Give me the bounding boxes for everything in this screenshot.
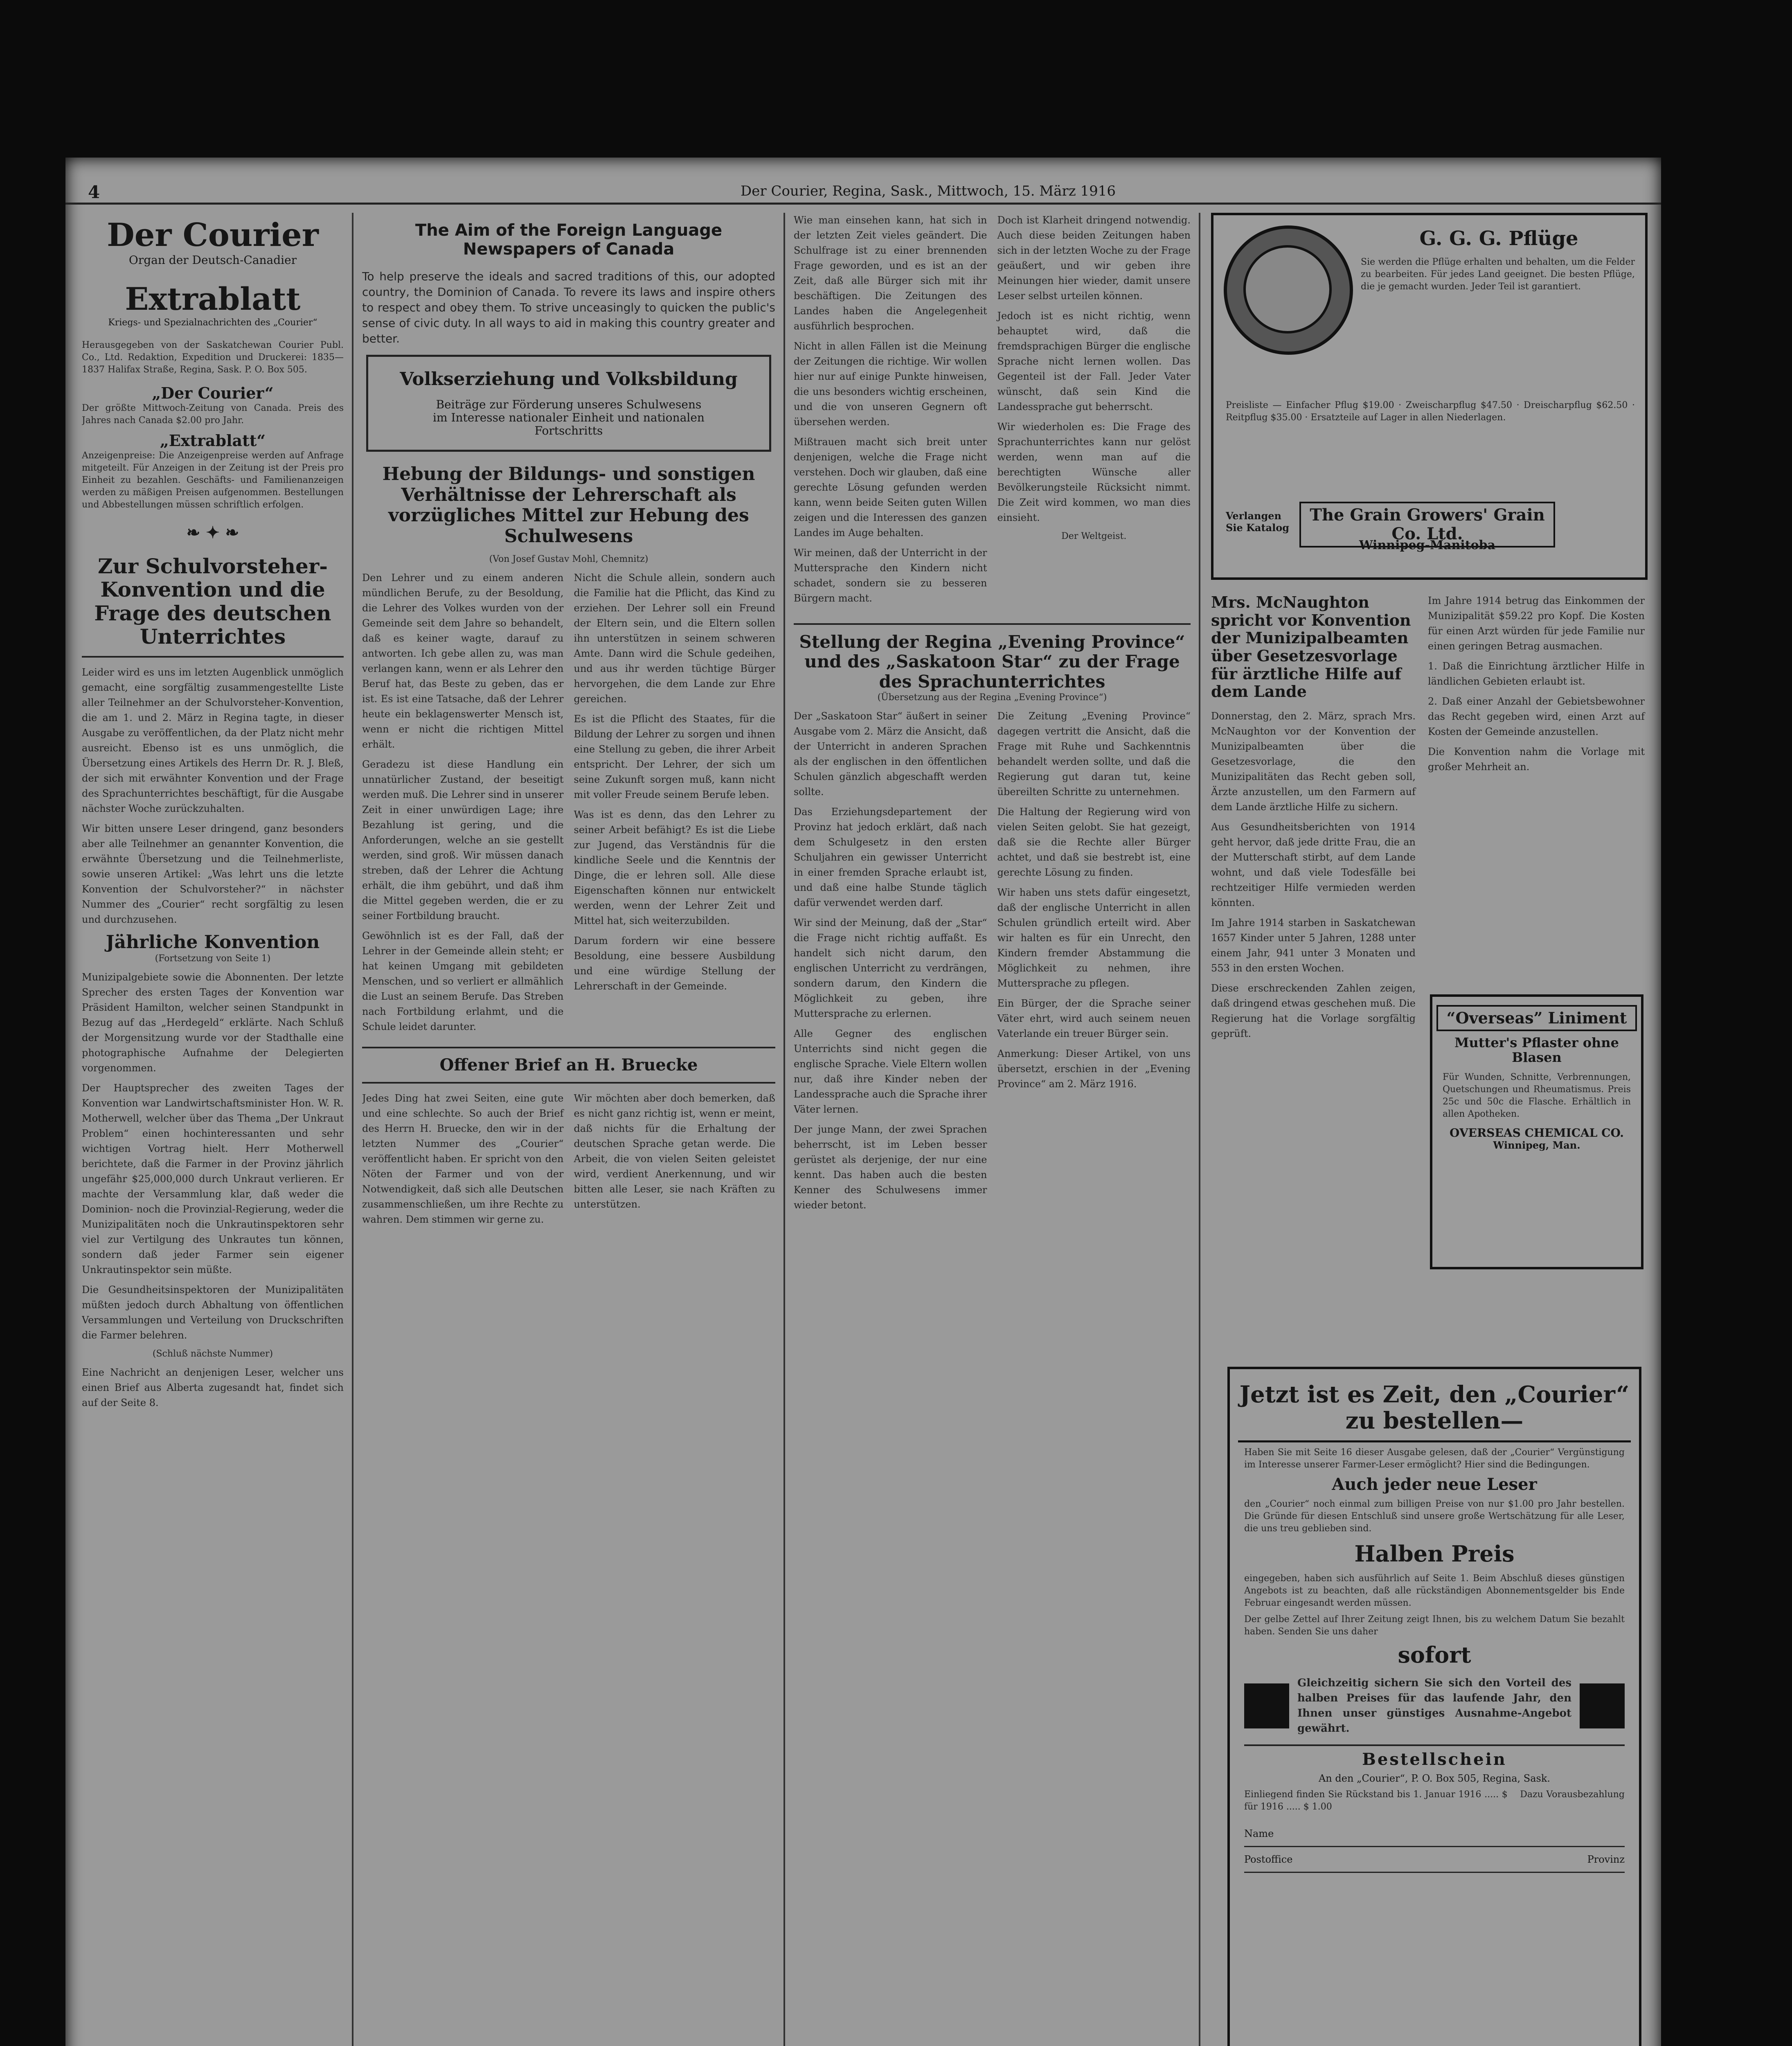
name-label: Name: [1244, 1827, 1274, 1839]
extrablatt-label: „Extrablatt“: [160, 431, 266, 450]
bestell-address: An den „Courier“, P. O. Box 505, Regina, Sask.: [1318, 1772, 1551, 1784]
ggg-logo-seal: [1224, 225, 1353, 355]
overseas-company: OVERSEAS CHEMICAL CO.: [1450, 1126, 1624, 1140]
mcnaughton-continued: Im Jahre 1914 betrug das Einkommen der Munizipalität $59.22 pro Kopf. Die Kosten für einen Arzt würden für jede Familie nur einen geringen Betrag ausmachen. 1. Daß die Einrichtung ärztlicher Hilfe in ländlichen Gebieten erlaubt ist. 2. Daß einer Anzahl der Gebietsbewohner das Recht gegeben wird, einen Arzt auf Kosten der Gemeinde anzustellen. Die Konvention nahm die Vorlage mit großer Mehrheit an.: [1428, 595, 1645, 773]
column-rule: [1199, 213, 1200, 2046]
volk-box: [366, 355, 771, 452]
jetzt-title: Jetzt ist es Zeit, den „Courier“ zu bestellen—: [1238, 1381, 1631, 1442]
volk-headline: Volkserziehung und Volksbildung: [400, 369, 738, 390]
ggg-ad[interactable]: G. G. G. Pflüge Sie werden die Pflüge erhalten und behalten, um die Felder zu bearbeiten. Für jedes Land geeignet. Die besten Pflüge, die je gemacht wurden. Jeder Teil ist garantiert. Preisliste — Einfacher Pflug $19.00 · Zweischarpflug $47.50 · Dreischarpflug $62.50 · Reitpflug $35.00 · Ersatzteile auf Lager in allen Niederlagen. Verlangen Sie Katalog The Grain Growers' Grain Co. Ltd. Winnipeg-Manitoba: [1211, 213, 1648, 580]
masthead-title: Der Courier: [107, 216, 319, 254]
jetzt-ad[interactable]: Jetzt ist es Zeit, den „Courier“ zu bestellen— Haben Sie mit Seite 16 dieser Ausgabe gelesen, daß der „Courier“ Vergünstigung im Interesse unserer Farmer-Leser ermöglicht? Hier sind die Bedingungen. Auch jeder neue Leser den „Courier“ noch einmal zum billigen Preise von nur $1.00 pro Jahr bestellen. Die Gründe für diesen Entschluß sind unsere große Wertschätzung für alle Leser, die uns treu geblieben sind. Halben Preis eingegeben, haben sich ausführlich auf Seite 1. Beim Abschluß dieses günstigen Angebots ist zu beachten, daß alle rückständigen Abonnementsgelder bis Ende Februar eingesandt werden müssen. Der gelbe Zettel auf Ihrer Zeitung zeigt Ihnen, bis zu welchem Datum Sie bezahlt haben. Senden Sie uns daher sofort Gleichzeitig sichern Sie sich den Vorteil des halben Preises für das laufende Jahr, den Ihnen unser günstiges Ausnahme-Angebot gewährt. Bestellschein An den „Courier“, P. O. Box 505, Regina, Sask. Einliegend finden Sie Rückstand bis 1. Januar 1916 ..... $ Dazu Vorausbezahlung für 1916 ..... $ 1.00 Name Postoffice Provinz: [1227, 1367, 1641, 2046]
overseas-subtitle: Mutter's Pflaster ohne Blasen: [1454, 1034, 1619, 1066]
aim-headline: The Aim of the Foreign Language Newspapers of Canada: [415, 221, 723, 259]
overseas-ad[interactable]: “Overseas” Liniment Mutter's Pflaster ohne Blasen Für Wunden, Schnitte, Verbrennungen, Quetschungen und Rheumatismus. Preis 25c und 50c die Flasche. Erhältlich in allen Apotheken. OVERSEAS CHEMICAL CO. Winnipeg, Man.: [1430, 994, 1643, 1269]
masthead-subtitle: Organ der Deutsch-Canadier: [128, 253, 297, 267]
sofort: sofort: [1398, 1641, 1471, 1668]
column-rule: [352, 213, 353, 2046]
ornament: ❧ ✦ ❧: [186, 523, 239, 542]
ggg-title: G. G. G. Pflüge: [1419, 227, 1578, 250]
jahrliche-headline: Jährliche Konvention: [106, 931, 320, 953]
neue-leser: Auch jeder neue Leser: [1332, 1474, 1537, 1494]
page-header: [65, 174, 1661, 205]
column-1: Der Courier Organ der Deutsch-Canadier Extrablatt Kriegs- und Spezialnachrichten des „Courier“ Herausgegeben von der Saskatchewan Courier Publ. Co., Ltd. Redaktion, Expedition und Druckerei: 1835—1837 Halifax Straße, Regina, Sask. P. O. Box 505. „Der Courier“ Der größte Mittwoch-Zeitung von Canada. Preis des Jahres nach Canada $2.00 pro Jahr. „Extrablatt“ Anzeigenpreise: Die Anzeigenpreise werden auf Anfrage mitgeteilt. Für Anzeigen in der Zeitung ist der Preis pro Einheit zu bezahlen. Geschäfts- und Familienanzeigen werden zu mäßigen Preisen aufgenommen. Bestellungen und Abbestellungen müssen schriftlich erfolgen. ❧ ✦ ❧ Zur Schulvorsteher-Konvention und die Frage des deutschen Unterrichtes Leider wird es uns im letzten Augenblick unmöglich gemacht, eine sorgfältig zusammengestellte Liste aller Teilnehmer an der Schulvorsteher-Konvention, die am 1. und 2. März in Regina tagte, in dieser Ausgabe zu veröffentlichen, da der Platz nicht mehr ausreicht. Ebenso ist es uns unmöglich, die Übersetzung eines Artikels des Herrn Dr. R. J. Bleß, der sich mit erwähnter Konvention und der Frage des Sprachunterrichtes beschäftigt, für die Ausgabe nächster Woche zurückzuhalten. Wir bitten unsere Leser dringend, ganz besonders aber alle Teilnehmer an genannter Konvention, die erwähnte Übersetzung und die Teilnehmerliste, sowie unseren Artikel: „Was lehrt uns die letzte Konvention der Schulvorsteher?“ in nächster Nummer des „Courier“ recht sorgfältig zu lesen und durchzusehen. Jährliche Konvention (Fortsetzung von Seite 1) Munizipalgebiete sowie die Abonnenten. Der letzte Sprecher des ersten Tages der Konvention war Präsident Hamilton, welcher seinen Standpunkt in Bezug auf das „Herdegeld“ erklärte. Nach Schluß der Morgensitzung wurde vor der Stadthalle eine photographische Aufnahme der Delegierten vorgenommen. Der Hauptsprecher des zweiten Tages der Konvention war Landwirtschaftsminister Hon. W. R. Motherwell, welcher über das Thema „Der Unkraut Problem“ einen hochinteressanten und sehr wichtigen Vortrag hielt. Herr Motherwell berichtete, daß die Farmer in der Provinz jährlich ungefähr $25,000,000 durch Unkraut verlieren. Er machte der Versammlung klar, daß weder die Dominion- noch die Provinzial-Regierung, weder die Munizipalitäten noch die Unkrautinspektoren sehr viel zur Vertilgung des Unkrautes tun können, sondern daß jeder Farmer sein eigener Unkrautinspektor sein müßte. Die Gesundheitsinspektoren der Munizipalitäten müßten jedoch durch Abhaltung von öffentlichen Versammlungen und Verteilung von Druckschriften die Farmer belehren. (Schluß nächste Nummer) Eine Nachricht an denjenigen Leser, welcher uns einen Brief aus Alberta zugesandt hat, findet sich auf der Seite 8.: [82, 216, 344, 1409]
halben-preis: Halben Preis: [1354, 1540, 1515, 1567]
overseas-title: “Overseas” Liniment: [1436, 1005, 1637, 1031]
stellung-headline: Stellung der Regina „Evening Province“ und des „Saskatoon Star“ zu der Frage des Sprachunterrichtes: [799, 632, 1185, 692]
newspaper-page: [65, 158, 1661, 2046]
hebung-headline: Hebung der Bildungs- und sonstigen Verhältnisse der Lehrerschaft als vorzügliches Mittel zur Hebung des Schulwesens: [382, 464, 755, 547]
ggg-company: The Grain Growers' Grain Co. Ltd.: [1299, 502, 1555, 548]
ggg-catalog: Verlangen Sie Katalog: [1226, 510, 1290, 534]
mcnaughton-article: Mrs. McNaughton spricht vor Konvention der Munizipalbeamten über Gesetzesvorlage für ärztliche Hilfe auf dem Lande Donnerstag, den 2. März, sprach Mrs. McNaughton vor der Konvention der Munizipalbeamten über die Gesetzesvorlage, die den Munizipalitäten das Recht geben soll, Ärzte anzustellen, um den Farmern auf dem Lande ärztliche Hilfe zu sichern. Aus Gesundheitsberichten von 1914 geht hervor, daß jede dritte Frau, die an der Mutterschaft stirbt, auf dem Lande wohnt, und daß viele Todesfälle bei rechtzeitiger Hilfe vermieden werden könnten. Im Jahre 1914 starben in Saskatchewan 1657 Kinder unter 5 Jahren, 1288 unter einem Jahr, 941 unter 3 Monaten und 553 in den ersten Wochen. Diese erschreckenden Zahlen zeigen, daß dringend etwas geschehen muß. Die Regierung hat die Vorlage sorgfältig geprüft.: [1211, 593, 1416, 1040]
courier-label: „Der Courier“: [152, 384, 274, 403]
extrablatt-subtitle: Kriegs- und Spezialnachrichten des „Courier“: [108, 318, 317, 328]
decor-square-icon: [1580, 1683, 1625, 1728]
decor-square-icon: [1244, 1683, 1289, 1728]
column-3: Wie man einsehen kann, hat sich in der letzten Zeit vieles geändert. Die Schulfrage ist zu einer brennenden Frage geworden, und es ist an der Zeit, daß alle Bürger sich mit ihr beschäftigen. Die Zeitungen des Landes haben die Angelegenheit ausführlich besprochen. Nicht in allen Fällen ist die Meinung der Zeitungen die richtige. Wir wollen hier nur auf einige Punkte hinweisen, die uns besonders wichtig erscheinen, und die von unseren Gegnern oft übersehen werden. Mißtrauen macht sich breit unter denjenigen, welche die Frage nicht verstehen. Doch wir glauben, daß eine gerechte Lösung gefunden werden kann, wenn beide Seiten guten Willen zeigen und die Interessen des ganzen Landes im Auge behalten. Wir meinen, daß der Unterricht in der Muttersprache den Kindern nicht schadet, sondern sie zu besseren Bürgern macht. Doch ist Klarheit dringend notwendig. Auch diese beiden Zeitungen haben sich in der letzten Woche zu der Frage geäußert, und wir geben ihre Meinungen hier wieder, damit unsere Leser selbst urteilen können. Jedoch ist es nicht richtig, wenn behauptet wird, daß die fremdsprachigen Bürger die englische Sprache nicht lernen wollen. Das Gegenteil ist der Fall. Jeder Vater wünscht, daß sein Kind die Landessprache gut beherrscht. Wir wiederholen es: Die Frage des Sprachunterrichtes kann nur gelöst werden, wenn man auf die berechtigten Wünsche aller Bevölkerungsteile Rücksicht nimmt. Die Zeit wird kommen, wo man dies einsieht. Der Weltgeist. Stellung der Regina „Evening Province“ und des „Saskatoon Star“ zu der Frage des Sprachunterrichtes (Übersetzung aus der Regina „Evening Province“) Der „Saskatoon Star“ äußert in seiner Ausgabe vom 2. März die Ansicht, daß der Unterricht in anderen Sprachen als der englischen in den öffentlichen Schulen gänzlich abgeschafft werden sollte. Das Erziehungsdepartement der Provinz hat jedoch erklärt, daß nach dem Schulgesetz in den ersten Schuljahren ein gewisser Unterricht in einer fremden Sprache erlaubt ist, und daß eine halbe Stunde täglich dafür verwendet werden darf. Wir sind der Meinung, daß der „Star“ die Frage nicht richtig auffaßt. Es handelt sich nicht darum, den englischen Unterricht zu verdrängen, sondern darum, den Kindern die Möglichkeit zu geben, ihre Muttersprache zu erlernen. Alle Gegner des englischen Unterrichts sind nicht gegen die englische Sprache. Viele Eltern wollen nur, daß ihre Kinder neben der Landessprache auch die Sprache ihrer Väter lernen. Der junge Mann, der zwei Sprachen beherrscht, ist im Leben besser gerüstet als derjenige, der nur eine kennt. Das haben auch die besten Kenner des Schulwesens immer wieder betont. Die Zeitung „Evening Province“ dagegen vertritt die Ansicht, daß die Frage mit Ruhe und Sachkenntnis behandelt werden sollte, und daß die Regierung gut daran tut, keine übereilten Schritte zu unternehmen. Die Haltung der Regierung wird von vielen Seiten gelobt. Sie hat gezeigt, daß sie die Rechte aller Bürger achtet, und daß sie bestrebt ist, eine gerechte Lösung zu finden. Wir haben uns stets dafür eingesetzt, daß der englische Unterricht in allen Schulen gründlich erteilt wird. Aber wir halten es für ein Unrecht, den Kindern fremder Abstammung die Möglichkeit zu nehmen, ihre Muttersprache zu pflegen. Ein Bürger, der die Sprache seiner Väter ehrt, wird auch seinem neuen Vaterlande ein treuer Bürger sein. Anmerkung: Dieser Artikel, von uns übersetzt, erschien in der „Evening Province“ am 2. März 1916.: [794, 214, 1191, 1211]
provinz-label: Provinz: [1587, 1853, 1625, 1865]
page-number: 4: [88, 182, 100, 202]
column-rule: [783, 213, 785, 2046]
aim-body: To help preserve the ideals and sacred traditions of this, our adopted country, the Dominion of Canada. To revere its laws and inspire others to respect and obey them. To strive unceasingly to quicken the public's sense of civic duty. In all ways to aid in making this country greater and better.: [362, 270, 775, 345]
column-4: [1207, 213, 1653, 2046]
schulvorsteher-headline: Zur Schulvorsteher-Konvention und die Frage des deutschen Unterrichtes: [94, 554, 331, 649]
dateline: Der Courier, Regina, Sask., Mittwoch, 15. März 1916: [741, 183, 1116, 199]
ggg-city: Winnipeg-Manitoba: [1359, 538, 1496, 552]
offener-headline: Offener Brief an H. Bruecke: [439, 1055, 698, 1075]
column-2: The Aim of the Foreign Language Newspapers of Canada To help preserve the ideals and sacred traditions of this, our adopted country, the Dominion of Canada. To revere its laws and inspire others to respect and obey them. To strive unceasingly to quicken the public's sense of civic duty. In all ways to aid in making this country greater and better. Volkserziehung und Volksbildung Beiträge zur Förderung unseres Schulwesens im Interesse nationaler Einheit und nationalen Fortschritts Hebung der Bildungs- und sonstigen Verhältnisse der Lehrerschaft als vorzügliches Mittel zur Hebung des Schulwesens (Von Josef Gustav Mohl, Chemnitz) Den Lehrer und zu einem anderen mündlichen Berufe, zu der Besoldung, die Lehrer des Volkes wurden von der Gemeinde seit dem Jahre so behandelt, daß es keiner wagte, darauf zu antworten. Ich gebe allen zu, was man verlangen kann, wenn er als Lehrer den Beruf hat, das Beste zu geben, das er ist. Es ist eine Tatsache, daß der Lehrer heute ein beklagenswerter Mensch ist, wenn er nicht die richtigen Mittel erhält. Geradezu ist diese Handlung ein unnatürlicher Zustand, der beseitigt werden muß. Die Lehrer sind in unserer Zeit in einer unwürdigen Lage; ihre Bezahlung ist gering, und die Anforderungen, welche an sie gestellt werden, sind groß. Wir müssen danach streben, daß der Lehrer die Achtung erhält, die ihm gebührt, und daß ihm die Mittel gegeben werden, die er zu seiner Fortbildung braucht. Gewöhnlich ist es der Fall, daß der Lehrer in der Gemeinde allein steht; er hat keinen Umgang mit gebildeten Menschen, und so verliert er allmählich die Lust an seinem Berufe. Das Streben nach Fortbildung erlahmt, und die Schule leidet darunter. Nicht die Schule allein, sondern auch die Familie hat die Pflicht, das Kind zu erziehen. Der Lehrer soll ein Freund der Eltern sein, und die Eltern sollen ihn unterstützen in seinem schweren Amte. Dann wird die Schule gedeihen, und aus ihr werden tüchtige Bürger hervorgehen, die dem Lande zur Ehre gereichen. Es ist die Pflicht des Staates, für die Bildung der Lehrer zu sorgen und ihnen eine Stellung zu geben, die ihrer Arbeit entspricht. Der Lehrer, der sich um seine Zukunft sorgen muß, kann nicht mit voller Freude seinem Berufe leben. Was ist es denn, das den Lehrer zu seiner Arbeit befähigt? Es ist die Liebe zur Jugend, das Verständnis für die kindliche Seele und die Kenntnis der Dinge, die er lehren soll. Alle diese Eigenschaften können nur entwickelt werden, wenn der Lehrer Zeit und Mittel hat, sich weiterzubilden. Darum fordern wir eine bessere Besoldung, eine bessere Ausbildung und eine würdige Stellung der Lehrerschaft in der Gemeinde. Offener Brief an H. Bruecke Jedes Ding hat zwei Seiten, eine gute und eine schlechte. So auch der Brief des Herrn H. Bruecke, den wir in der letzten Nummer des „Courier“ veröffentlicht haben. Er spricht von den Nöten der Farmer und von der Notwendigkeit, daß sich alle Deutschen zusammenschließen, um ihre Rechte zu wahren. Dem stimmen wir gerne zu. Wir möchten aber doch bemerken, daß es nicht ganz richtig ist, wenn er meint, daß nichts für die Erhaltung der deutschen Sprache getan werde. Die Arbeit, die von vielen Seiten geleistet wird, verdient Anerkennung, und wir bitten alle Leser, sie nach Kräften zu unterstützen.: [362, 221, 775, 1225]
bestellschein-title: Bestellschein: [1362, 1749, 1507, 1769]
post-label: Postoffice: [1244, 1853, 1293, 1865]
extrablatt-title: Extrablatt: [125, 280, 301, 317]
overseas-city: Winnipeg, Man.: [1493, 1139, 1580, 1151]
volk-subtitle: Beiträge zur Förderung unseres Schulwesens im Interesse nationaler Einheit und nationalen Fortschritts: [433, 397, 705, 437]
mcnaughton-headline: Mrs. McNaughton spricht vor Konvention der Munizipalbeamten über Gesetzesvorlage für ärztliche Hilfe auf dem Lande: [1211, 593, 1411, 701]
